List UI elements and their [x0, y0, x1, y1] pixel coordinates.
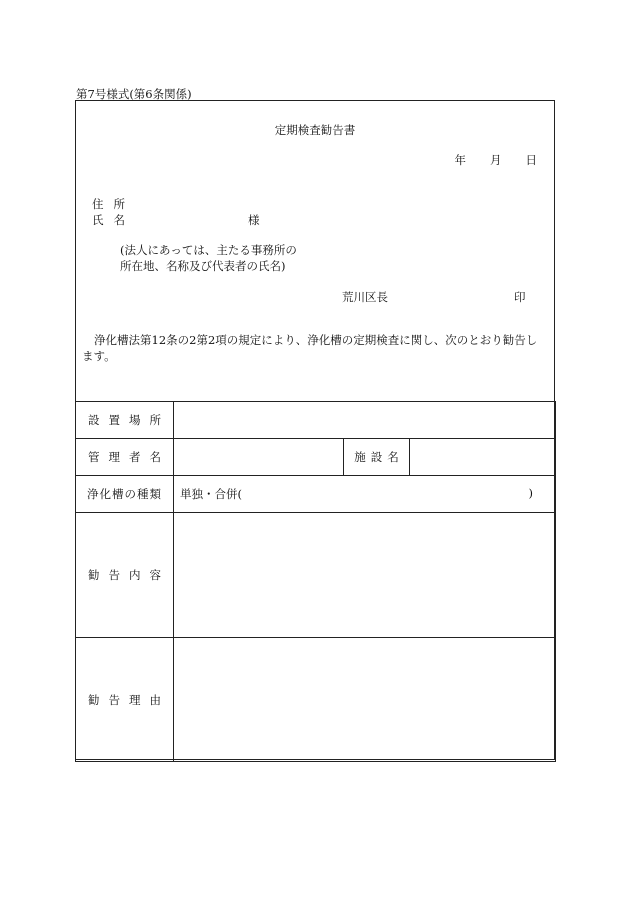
- kind-value-cell[interactable]: [174, 476, 556, 513]
- manager-label: 管理者名: [76, 439, 174, 476]
- location-value[interactable]: [174, 402, 556, 439]
- kind-row: [76, 476, 556, 513]
- advice-reason-row: [76, 638, 556, 762]
- seal-mark: 印: [514, 290, 526, 304]
- location-row: [76, 402, 556, 439]
- facility-value[interactable]: [410, 439, 556, 476]
- advice-reason-value[interactable]: [174, 638, 556, 762]
- form-box: [75, 100, 555, 760]
- date-line: [455, 152, 538, 168]
- form-number: 第7号様式(第6条関係): [76, 87, 192, 101]
- body-text: 浄化槽法第12条の2第2項の規定により、浄化槽の定期検査に関し、次のとおり勧告します。: [82, 333, 538, 363]
- manager-value[interactable]: [174, 439, 344, 476]
- issuer: 荒川区長: [342, 290, 388, 304]
- letter-section: [76, 101, 554, 401]
- kind-value: 単独・合併(: [180, 487, 242, 501]
- document-title: 定期検査勧告書: [274, 123, 356, 137]
- advice-reason-label: 勧告理由: [76, 638, 174, 762]
- honorific: 様: [248, 213, 260, 227]
- advice-content-value[interactable]: [174, 513, 556, 638]
- date-year: 年: [454, 153, 466, 167]
- kind-close-paren: ): [528, 486, 534, 500]
- name-label: 氏名: [92, 213, 135, 227]
- advice-content-label: 勧告内容: [76, 513, 174, 638]
- date-day: 日: [525, 153, 537, 167]
- location-label: 設置場所: [76, 402, 174, 439]
- details-table: [75, 401, 556, 762]
- facility-label: 施設名: [344, 439, 410, 476]
- corporate-note-line1: (法人にあっては、主たる事務所の: [120, 243, 297, 257]
- address-label: 住所: [92, 197, 135, 211]
- corporate-note-line2: 所在地、名称及び代表者の氏名): [120, 259, 286, 273]
- kind-label: 浄化槽の種類: [76, 476, 174, 513]
- date-month: 月: [490, 153, 502, 167]
- manager-row: [76, 439, 556, 476]
- advice-content-row: [76, 513, 556, 638]
